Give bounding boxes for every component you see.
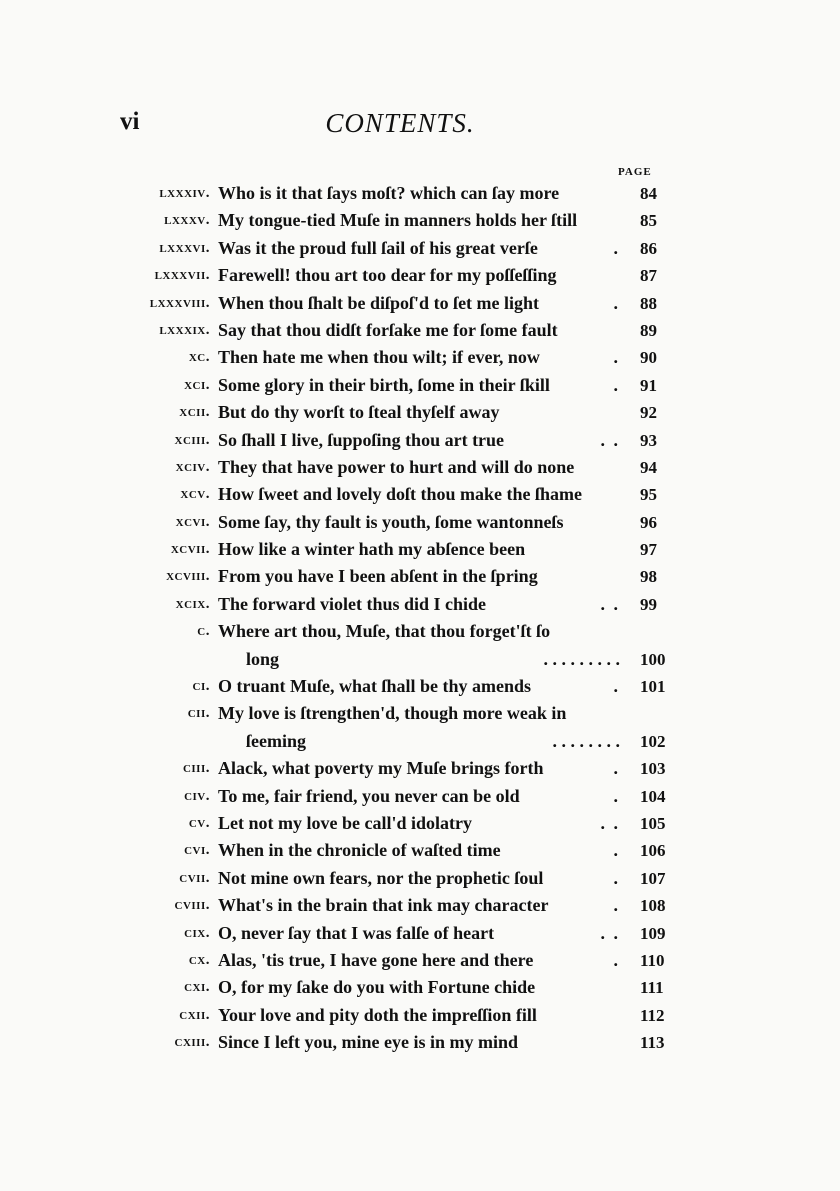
page-reference: 113 xyxy=(640,1033,665,1053)
sonnet-first-line: Say that thou didſt forſake me for ſome fault xyxy=(218,319,558,340)
sonnet-first-line: My love is ſtrengthen'd, though more weak in xyxy=(218,703,567,724)
sonnet-numeral: lxxxv. xyxy=(164,212,210,229)
sonnet-first-line: Farewell! thou art too dear for my poſſeſſing xyxy=(218,265,557,286)
sonnet-numeral: cv. xyxy=(188,814,210,831)
contents-entry xyxy=(0,974,840,1001)
sonnet-numeral: lxxxiv. xyxy=(159,185,210,201)
contents-entry xyxy=(0,399,840,426)
sonnet-first-line: Alas, 'tis true, I have gone here and there xyxy=(218,949,534,970)
sonnet-numeral: xcv. xyxy=(180,486,210,503)
page-reference: 92 xyxy=(640,403,657,423)
page-reference: 95 xyxy=(640,485,657,505)
contents-entry xyxy=(0,454,840,481)
page-reference: 106 xyxy=(640,841,666,861)
sonnet-numeral: xcix. xyxy=(175,595,210,612)
leader-dots: . xyxy=(613,676,620,697)
contents-entry xyxy=(0,865,840,892)
sonnet-first-line: Then hate me when thou wilt; if ever, now xyxy=(218,347,540,368)
sonnet-numeral: lxxxvi. xyxy=(159,239,210,256)
page-reference: 84 xyxy=(640,184,657,203)
sonnet-numeral: xcvi. xyxy=(175,513,210,530)
contents-entry xyxy=(0,755,840,782)
sonnet-numeral: c. xyxy=(197,623,210,640)
sonnet-numeral: xcii. xyxy=(179,404,210,421)
leader-dots: . . xyxy=(600,593,620,614)
sonnet-first-line: O, never ſay that I was falſe of heart xyxy=(218,922,495,943)
contents-entry xyxy=(0,920,840,947)
page-reference: 109 xyxy=(640,923,666,943)
contents-entry xyxy=(0,536,840,563)
sonnet-first-line: long xyxy=(246,648,280,669)
leader-dots: . xyxy=(613,237,620,258)
sonnet-numeral: cxiii. xyxy=(174,1034,210,1051)
leader-dots: . xyxy=(613,292,620,313)
sonnet-numeral: xciv. xyxy=(175,458,210,475)
page-number: vi xyxy=(120,108,140,135)
contents-entry xyxy=(0,673,840,700)
contents-entry xyxy=(0,810,840,837)
sonnet-numeral: civ. xyxy=(184,787,210,804)
sonnet-first-line: Some ſay, thy fault is youth, ſome wantonneſs xyxy=(218,511,564,532)
contents-entry xyxy=(0,700,840,727)
sonnet-first-line: The forward violet thus did I chide xyxy=(218,593,487,614)
leader-dots: . xyxy=(613,949,620,970)
leader-dots: . . . . . . . . . xyxy=(543,648,620,669)
page-header xyxy=(0,108,840,148)
leader-dots: . . xyxy=(600,429,620,450)
page-reference: 85 xyxy=(640,211,657,231)
sonnet-numeral: cvi. xyxy=(184,842,210,859)
sonnet-numeral: xcvii. xyxy=(170,541,210,558)
page-reference: 107 xyxy=(640,868,666,888)
page-reference: 86 xyxy=(640,238,657,258)
contents-entry xyxy=(0,646,840,673)
page-reference: 108 xyxy=(640,896,666,916)
sonnet-first-line: How like a winter hath my abſence been xyxy=(218,539,526,560)
contents-entry xyxy=(0,1002,840,1029)
sonnet-first-line: Where art thou, Muſe, that thou forget'ſt ſo xyxy=(218,621,551,642)
sonnet-numeral: xcviii. xyxy=(166,568,210,585)
page-reference: 89 xyxy=(640,320,657,340)
contents-entry xyxy=(0,481,840,508)
page-reference: 110 xyxy=(640,950,665,970)
sonnet-numeral: ciii. xyxy=(182,760,210,777)
sonnet-first-line: From you have I been abſent in the ſpring xyxy=(218,566,538,587)
leader-dots: . . xyxy=(600,922,620,943)
contents-entry xyxy=(0,180,840,207)
page-reference: 104 xyxy=(640,786,666,806)
sonnet-first-line: Your love and pity doth the impreſſion fill xyxy=(218,1004,537,1025)
leader-dots: . xyxy=(613,867,620,888)
page-reference: 102 xyxy=(640,731,666,751)
contents-entry xyxy=(0,837,840,864)
page-reference: 101 xyxy=(640,677,666,697)
leader-dots: . xyxy=(613,758,620,779)
sonnet-numeral: xc. xyxy=(188,349,210,366)
contents-entry xyxy=(0,783,840,810)
sonnet-first-line: So ſhall I live, ſuppoſing thou art true xyxy=(218,429,505,450)
page-column-label: PAGE xyxy=(618,166,652,178)
sonnet-numeral: cxi. xyxy=(184,979,210,996)
sonnet-numeral: lxxxviii. xyxy=(149,294,210,311)
sonnet-first-line: Who is it that ſays moſt? which can ſay more xyxy=(218,183,560,203)
contents-entry xyxy=(0,262,840,289)
leader-dots: . . . . . . . . xyxy=(552,730,620,751)
sonnet-numeral: xciii. xyxy=(174,431,210,448)
contents-entry xyxy=(0,591,840,618)
contents-entry xyxy=(0,317,840,344)
contents-entry xyxy=(0,344,840,371)
contents-entry xyxy=(0,290,840,317)
page-reference: 90 xyxy=(640,348,657,368)
page-title: CONTENTS. xyxy=(325,108,475,138)
page-reference: 87 xyxy=(640,266,657,286)
sonnet-numeral: cx. xyxy=(188,951,210,968)
contents-list xyxy=(0,180,840,1057)
sonnet-first-line: Was it the proud full ſail of his great verſe xyxy=(218,237,538,258)
sonnet-numeral: cxii. xyxy=(179,1006,210,1023)
sonnet-first-line: When thou ſhalt be diſpoſ'd to ſet me light xyxy=(218,292,540,313)
page-reference: 99 xyxy=(640,594,657,614)
sonnet-numeral: cix. xyxy=(184,924,210,941)
sonnet-numeral: cviii. xyxy=(174,897,210,914)
page-reference: 111 xyxy=(640,978,664,998)
contents-entry xyxy=(0,728,840,755)
sonnet-numeral: xci. xyxy=(184,376,210,393)
page-reference: 105 xyxy=(640,813,666,833)
contents-entry xyxy=(0,207,840,234)
sonnet-first-line: O, for my ſake do you with Fortune chide xyxy=(218,977,536,998)
page-reference: 96 xyxy=(640,512,657,532)
contents-entry xyxy=(0,618,840,645)
sonnet-first-line: What's in the brain that ink may character xyxy=(218,895,549,916)
sonnet-first-line: Alack, what poverty my Muſe brings forth xyxy=(218,758,544,779)
contents-entry xyxy=(0,1029,840,1056)
page-reference: 94 xyxy=(640,457,657,477)
sonnet-numeral: cii. xyxy=(187,705,210,722)
sonnet-first-line: When in the chronicle of waſted time xyxy=(218,840,501,861)
page-reference: 98 xyxy=(640,567,657,587)
sonnet-first-line: To me, fair friend, you never can be old xyxy=(218,785,520,806)
leader-dots: . xyxy=(613,374,620,395)
page-reference: 91 xyxy=(640,375,657,395)
leader-dots: . . xyxy=(600,812,620,833)
page-reference: 112 xyxy=(640,1005,665,1025)
sonnet-first-line: O truant Muſe, what ſhall be thy amends xyxy=(218,676,532,697)
page-reference: 100 xyxy=(640,649,666,669)
sonnet-first-line: My tongue-tied Muſe in manners holds her ſtill xyxy=(218,210,578,231)
leader-dots: . xyxy=(613,785,620,806)
sonnet-first-line: Let not my love be call'd idolatry xyxy=(218,812,472,833)
leader-dots: . xyxy=(613,895,620,916)
sonnet-first-line: Since I left you, mine eye is in my mind xyxy=(218,1032,518,1053)
contents-entry xyxy=(0,892,840,919)
leader-dots: . xyxy=(613,347,620,368)
sonnet-first-line: ſeeming xyxy=(246,730,306,751)
sonnet-first-line: Some glory in their birth, ſome in their ſkill xyxy=(218,374,550,395)
contents-entry xyxy=(0,563,840,590)
sonnet-numeral: lxxxvii. xyxy=(154,267,210,284)
leader-dots: . xyxy=(613,840,620,861)
contents-entry xyxy=(0,372,840,399)
contents-entry xyxy=(0,509,840,536)
sonnet-numeral: cvii. xyxy=(179,869,210,886)
contents-entry xyxy=(0,947,840,974)
page-reference: 88 xyxy=(640,293,657,313)
sonnet-numeral: lxxxix. xyxy=(159,321,210,338)
page-reference: 97 xyxy=(640,540,657,560)
sonnet-first-line: Not mine own fears, nor the prophetic ſoul xyxy=(218,867,544,888)
page-reference: 93 xyxy=(640,430,657,450)
contents-entry xyxy=(0,235,840,262)
contents-entry xyxy=(0,427,840,454)
sonnet-numeral: ci. xyxy=(192,678,210,695)
sonnet-first-line: But do thy worſt to ſteal thyſelf away xyxy=(218,402,500,423)
sonnet-first-line: How ſweet and lovely doſt thou make the ſhame xyxy=(218,484,582,505)
page-reference: 103 xyxy=(640,759,666,779)
sonnet-first-line: They that have power to hurt and will do none xyxy=(218,456,575,477)
